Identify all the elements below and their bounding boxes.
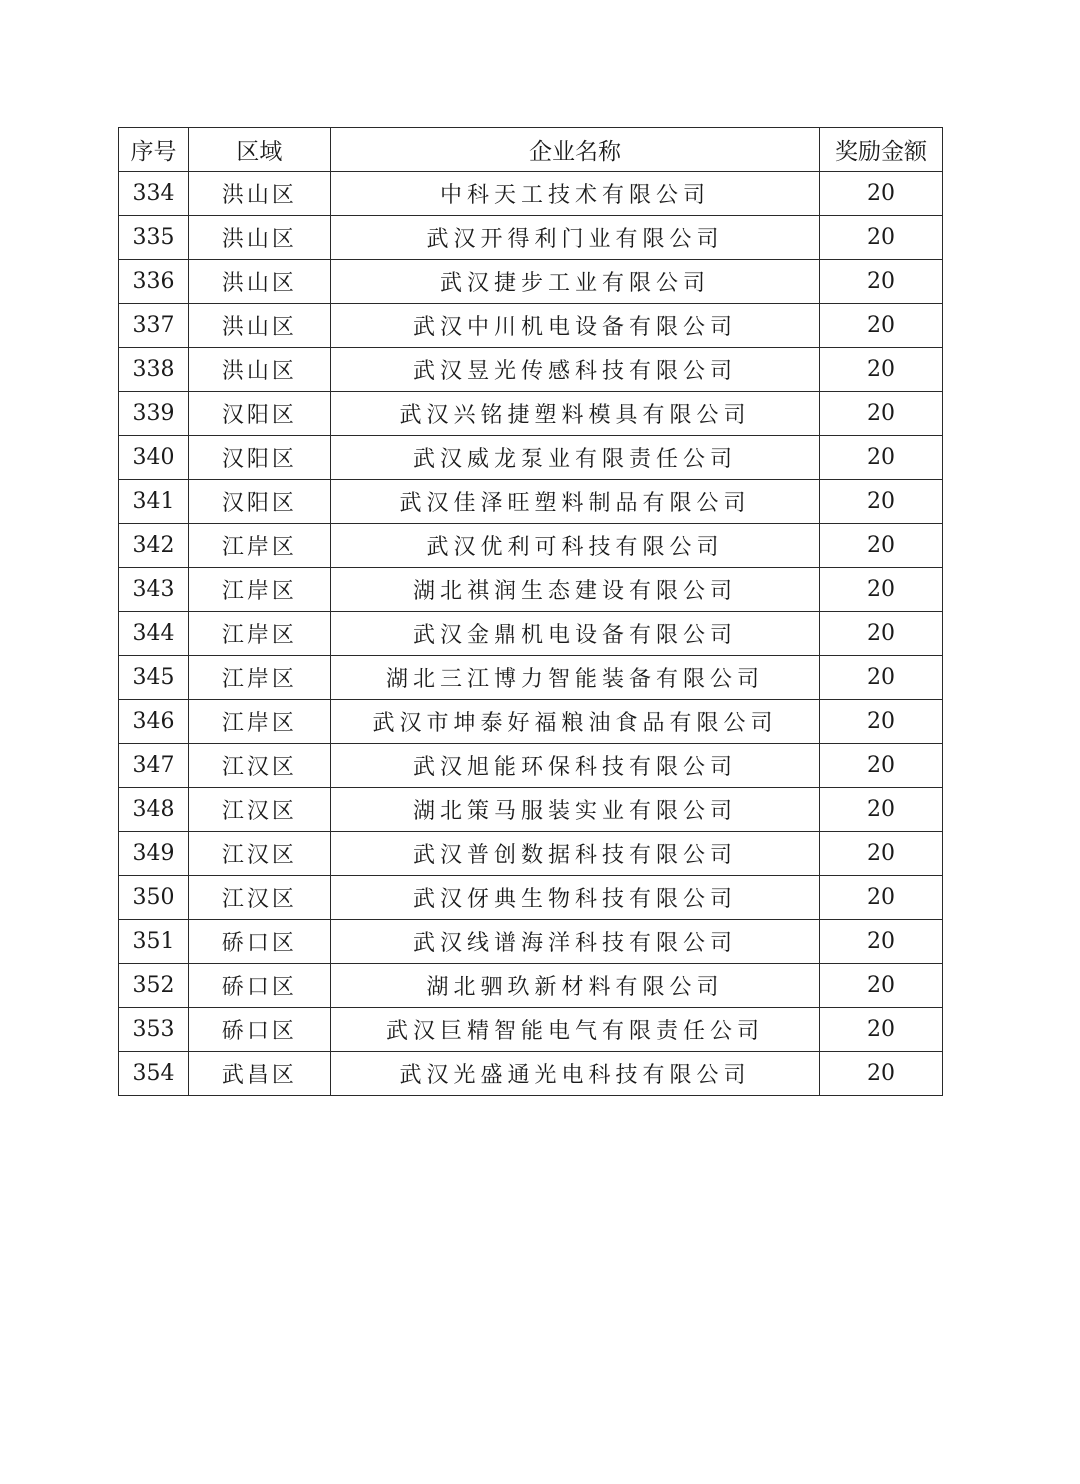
row-award-amount: 20 bbox=[820, 700, 943, 744]
table-header-row bbox=[119, 128, 943, 172]
header-company-name: 企业名称 bbox=[330, 128, 819, 172]
row-award-amount: 20 bbox=[820, 832, 943, 876]
row-number: 339 bbox=[119, 392, 189, 436]
row-award-amount: 20 bbox=[820, 1052, 943, 1096]
row-number: 336 bbox=[119, 260, 189, 304]
row-area: 江汉区 bbox=[188, 832, 330, 876]
row-award-amount: 20 bbox=[820, 920, 943, 964]
row-award-amount: 20 bbox=[820, 172, 943, 216]
award-table bbox=[118, 127, 943, 1096]
row-company-name: 武汉兴铭捷塑料模具有限公司 bbox=[330, 392, 819, 436]
row-area: 江汉区 bbox=[188, 876, 330, 920]
row-number: 347 bbox=[119, 744, 189, 788]
row-award-amount: 20 bbox=[820, 392, 943, 436]
row-award-amount: 20 bbox=[820, 260, 943, 304]
table-row bbox=[119, 744, 943, 788]
row-area: 汉阳区 bbox=[188, 392, 330, 436]
table-row bbox=[119, 920, 943, 964]
row-number: 344 bbox=[119, 612, 189, 656]
row-number: 334 bbox=[119, 172, 189, 216]
row-award-amount: 20 bbox=[820, 788, 943, 832]
row-award-amount: 20 bbox=[820, 436, 943, 480]
row-award-amount: 20 bbox=[820, 216, 943, 260]
row-area: 江岸区 bbox=[188, 612, 330, 656]
row-number: 352 bbox=[119, 964, 189, 1008]
table-row bbox=[119, 1052, 943, 1096]
row-area: 洪山区 bbox=[188, 260, 330, 304]
row-company-name: 武汉巨精智能电气有限责任公司 bbox=[330, 1008, 819, 1052]
row-award-amount: 20 bbox=[820, 1008, 943, 1052]
row-company-name: 中科天工技术有限公司 bbox=[330, 172, 819, 216]
table-row bbox=[119, 480, 943, 524]
row-company-name: 武汉捷步工业有限公司 bbox=[330, 260, 819, 304]
row-company-name: 湖北祺润生态建设有限公司 bbox=[330, 568, 819, 612]
table-row bbox=[119, 524, 943, 568]
row-area: 江岸区 bbox=[188, 656, 330, 700]
header-no: 序号 bbox=[119, 128, 189, 172]
table-row bbox=[119, 700, 943, 744]
row-company-name: 湖北策马服装实业有限公司 bbox=[330, 788, 819, 832]
row-area: 洪山区 bbox=[188, 172, 330, 216]
row-number: 351 bbox=[119, 920, 189, 964]
row-number: 350 bbox=[119, 876, 189, 920]
row-number: 337 bbox=[119, 304, 189, 348]
row-company-name: 武汉金鼎机电设备有限公司 bbox=[330, 612, 819, 656]
row-company-name: 武汉威龙泵业有限责任公司 bbox=[330, 436, 819, 480]
table-row bbox=[119, 216, 943, 260]
row-number: 338 bbox=[119, 348, 189, 392]
row-award-amount: 20 bbox=[820, 304, 943, 348]
table-row bbox=[119, 304, 943, 348]
row-award-amount: 20 bbox=[820, 744, 943, 788]
row-company-name: 武汉线谱海洋科技有限公司 bbox=[330, 920, 819, 964]
row-award-amount: 20 bbox=[820, 964, 943, 1008]
row-company-name: 武汉昱光传感科技有限公司 bbox=[330, 348, 819, 392]
row-award-amount: 20 bbox=[820, 480, 943, 524]
row-award-amount: 20 bbox=[820, 524, 943, 568]
row-company-name: 武汉伢典生物科技有限公司 bbox=[330, 876, 819, 920]
row-area: 江岸区 bbox=[188, 524, 330, 568]
row-company-name: 武汉中川机电设备有限公司 bbox=[330, 304, 819, 348]
table-row bbox=[119, 392, 943, 436]
row-company-name: 武汉优利可科技有限公司 bbox=[330, 524, 819, 568]
table-row bbox=[119, 964, 943, 1008]
row-company-name: 武汉光盛通光电科技有限公司 bbox=[330, 1052, 819, 1096]
row-number: 335 bbox=[119, 216, 189, 260]
row-area: 洪山区 bbox=[188, 216, 330, 260]
table-row bbox=[119, 1008, 943, 1052]
row-award-amount: 20 bbox=[820, 568, 943, 612]
table-row bbox=[119, 832, 943, 876]
row-award-amount: 20 bbox=[820, 876, 943, 920]
row-number: 341 bbox=[119, 480, 189, 524]
row-number: 345 bbox=[119, 656, 189, 700]
table-row bbox=[119, 348, 943, 392]
row-company-name: 武汉市坤泰好福粮油食品有限公司 bbox=[330, 700, 819, 744]
row-area: 硚口区 bbox=[188, 964, 330, 1008]
table-row bbox=[119, 568, 943, 612]
row-number: 343 bbox=[119, 568, 189, 612]
row-number: 346 bbox=[119, 700, 189, 744]
table-row bbox=[119, 172, 943, 216]
row-area: 武昌区 bbox=[188, 1052, 330, 1096]
row-award-amount: 20 bbox=[820, 656, 943, 700]
row-area: 汉阳区 bbox=[188, 480, 330, 524]
row-number: 349 bbox=[119, 832, 189, 876]
row-area: 江汉区 bbox=[188, 744, 330, 788]
header-award-amount: 奖励金额 bbox=[820, 128, 943, 172]
row-area: 硚口区 bbox=[188, 1008, 330, 1052]
row-company-name: 武汉开得利门业有限公司 bbox=[330, 216, 819, 260]
row-area: 江汉区 bbox=[188, 788, 330, 832]
row-area: 硚口区 bbox=[188, 920, 330, 964]
row-area: 江岸区 bbox=[188, 700, 330, 744]
table-row bbox=[119, 788, 943, 832]
row-company-name: 湖北驷玖新材料有限公司 bbox=[330, 964, 819, 1008]
row-award-amount: 20 bbox=[820, 612, 943, 656]
row-company-name: 湖北三江博力智能装备有限公司 bbox=[330, 656, 819, 700]
row-company-name: 武汉旭能环保科技有限公司 bbox=[330, 744, 819, 788]
table-row bbox=[119, 436, 943, 480]
row-number: 353 bbox=[119, 1008, 189, 1052]
row-number: 342 bbox=[119, 524, 189, 568]
table-row bbox=[119, 260, 943, 304]
table-row bbox=[119, 876, 943, 920]
row-company-name: 武汉佳泽旺塑料制品有限公司 bbox=[330, 480, 819, 524]
table-row bbox=[119, 656, 943, 700]
row-area: 洪山区 bbox=[188, 304, 330, 348]
header-area: 区域 bbox=[188, 128, 330, 172]
row-award-amount: 20 bbox=[820, 348, 943, 392]
row-area: 汉阳区 bbox=[188, 436, 330, 480]
row-area: 洪山区 bbox=[188, 348, 330, 392]
row-number: 340 bbox=[119, 436, 189, 480]
row-area: 江岸区 bbox=[188, 568, 330, 612]
row-company-name: 武汉普创数据科技有限公司 bbox=[330, 832, 819, 876]
row-number: 354 bbox=[119, 1052, 189, 1096]
row-number: 348 bbox=[119, 788, 189, 832]
table-row bbox=[119, 612, 943, 656]
